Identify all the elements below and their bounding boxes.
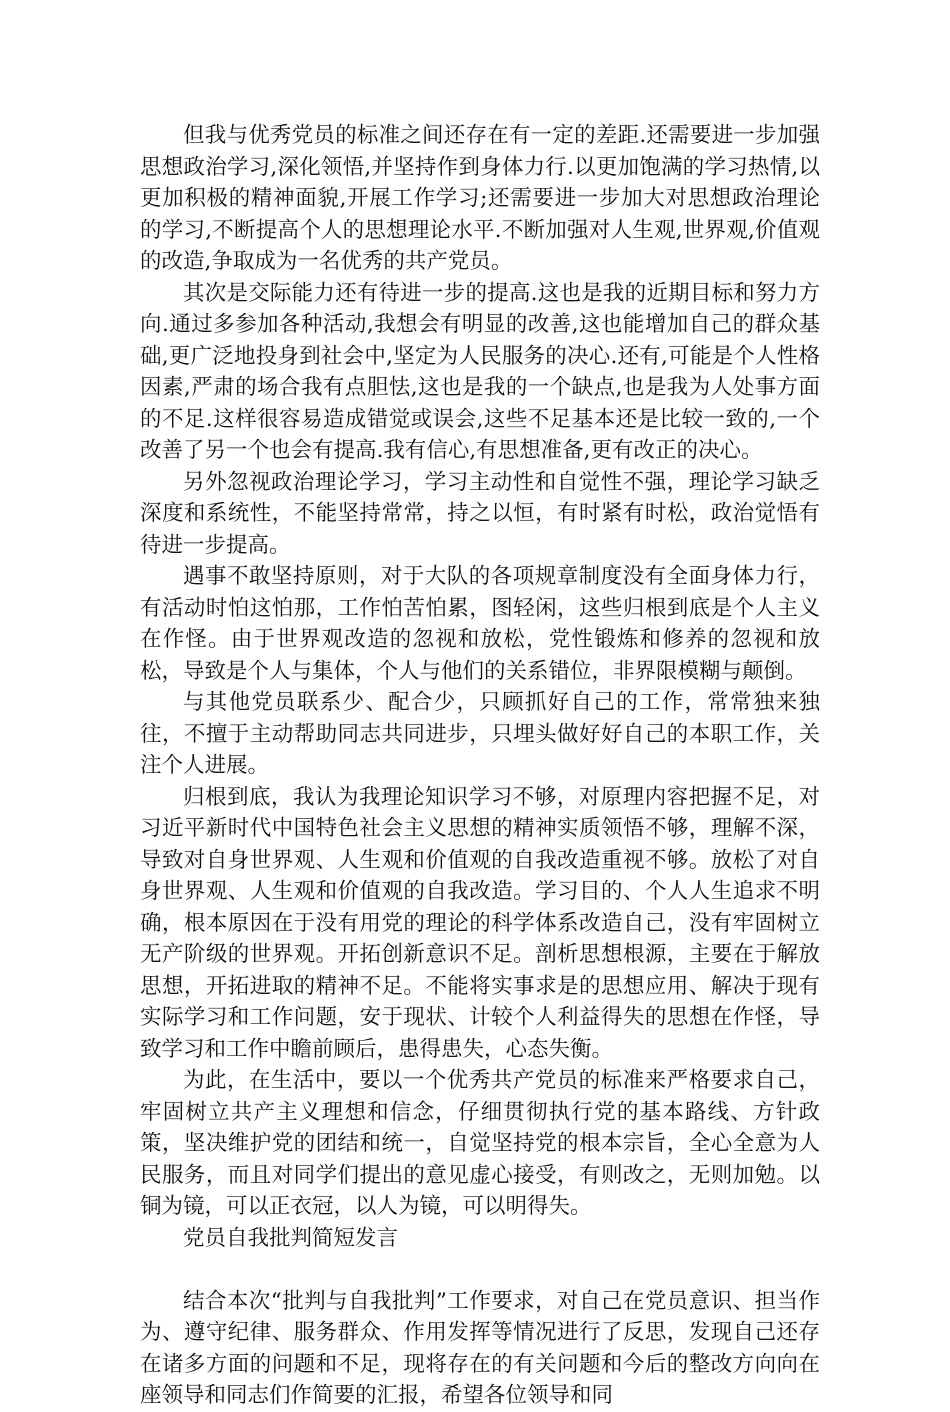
paragraph-1: 但我与优秀党员的标准之间还存在有一定的差距.还需要进一步加强思想政治学习,深化领悟,并坚持作到身体力行.以更加饱满的学习热情,以更加积极的精神面貌,开展工作学习;还需要进一步加大对思想政治理论的学习,不断提高个人的思想理论水平.不断加强对人生观,世界观,价值观的改造,争取成为一名优秀的共产党员。 <box>140 123 820 274</box>
paragraph-2: 其次是交际能力还有待进一步的提高.这也是我的近期目标和努力方向.通过多参加各种活动,我想会有明显的改善,这也能增加自己的群众基础,更广泛地投身到社会中,坚定为人民服务的决心.还有,可能是个人性格因素,严肃的场合我有点胆怯,这也是我的一个缺点,也是我为人处事方面的不足.这样很容易造成错觉或误会,这些不足基本还是比较一致的,一个改善了另一个也会有提高.我有信心,有思想准备,更有改正的决心。 <box>140 280 820 463</box>
paragraph-7: 为此，在生活中，要以一个优秀共产党员的标准来严格要求自己，牢固树立共产主义理想和信念，仔细贯彻执行党的基本路线、方针政策，坚决维护党的团结和统一，自觉坚持党的根本宗旨，全心全意为人民服务，而且对同学们提出的意见虚心接受，有则改之，无则加勉。以铜为镜，可以正衣冠，以人为镜，可以明得失。 <box>140 1068 820 1219</box>
section-title: 党员自我批判简短发言 <box>183 1225 399 1251</box>
document-body <box>140 120 820 1412</box>
paragraph-6: 归根到底，我认为我理论知识学习不够，对原理内容把握不足，对习近平新时代中国特色社会主义思想的精神实质领悟不够，理解不深，导致对自身世界观、人生观和价值观的自我改造重视不够。放松了对自身世界观、人生观和价值观的自我改造。学习目的、个人人生追求不明确，根本原因在于没有用党的理论的科学体系改造自己，没有牢固树立无产阶级的世界观。开拓创新意识不足。剖析思想根源，主要在于解放思想，开拓进取的精神不足。不能将实事求是的思想应用、解决于现有实际学习和工作问题，安于现状、计较个人利益得失的思想在作怪，导致学习和工作中瞻前顾后，患得患失，心态失衡。 <box>140 784 820 1062</box>
paragraph-4: 遇事不敢坚持原则，对于大队的各项规章制度没有全面身体力行，有活动时怕这怕那，工作怕苦怕累，图轻闲，这些归根到底是个人主义在作怪。由于世界观改造的忽视和放松，党性锻炼和修养的忽视和放松，导致是个人与集体，个人与他们的关系错位，非界限模糊与颠倒。 <box>140 564 820 684</box>
blank-line <box>140 1254 820 1286</box>
closing-paragraph: 结合本次“批判与自我批判”工作要求，对自己在党员意识、担当作为、遵守纪律、服务群众、作用发挥等情况进行了反思，发现自己还存在诸多方面的问题和不足，现将存在的有关问题和今后的整改方向向在座领导和同志们作简要的汇报，希望各位领导和同 <box>140 1288 820 1408</box>
paragraph-3: 另外忽视政治理论学习，学习主动性和自觉性不强，理论学习缺乏深度和系统性，不能坚持常常，持之以恒，有时紧有时松，政治觉悟有待进一步提高。 <box>140 469 820 558</box>
paragraph-5: 与其他党员联系少、配合少，只顾抓好自己的工作，常常独来独往，不擅于主动帮助同志共同进步，只埋头做好好自己的本职工作，关注个人进展。 <box>140 690 820 778</box>
